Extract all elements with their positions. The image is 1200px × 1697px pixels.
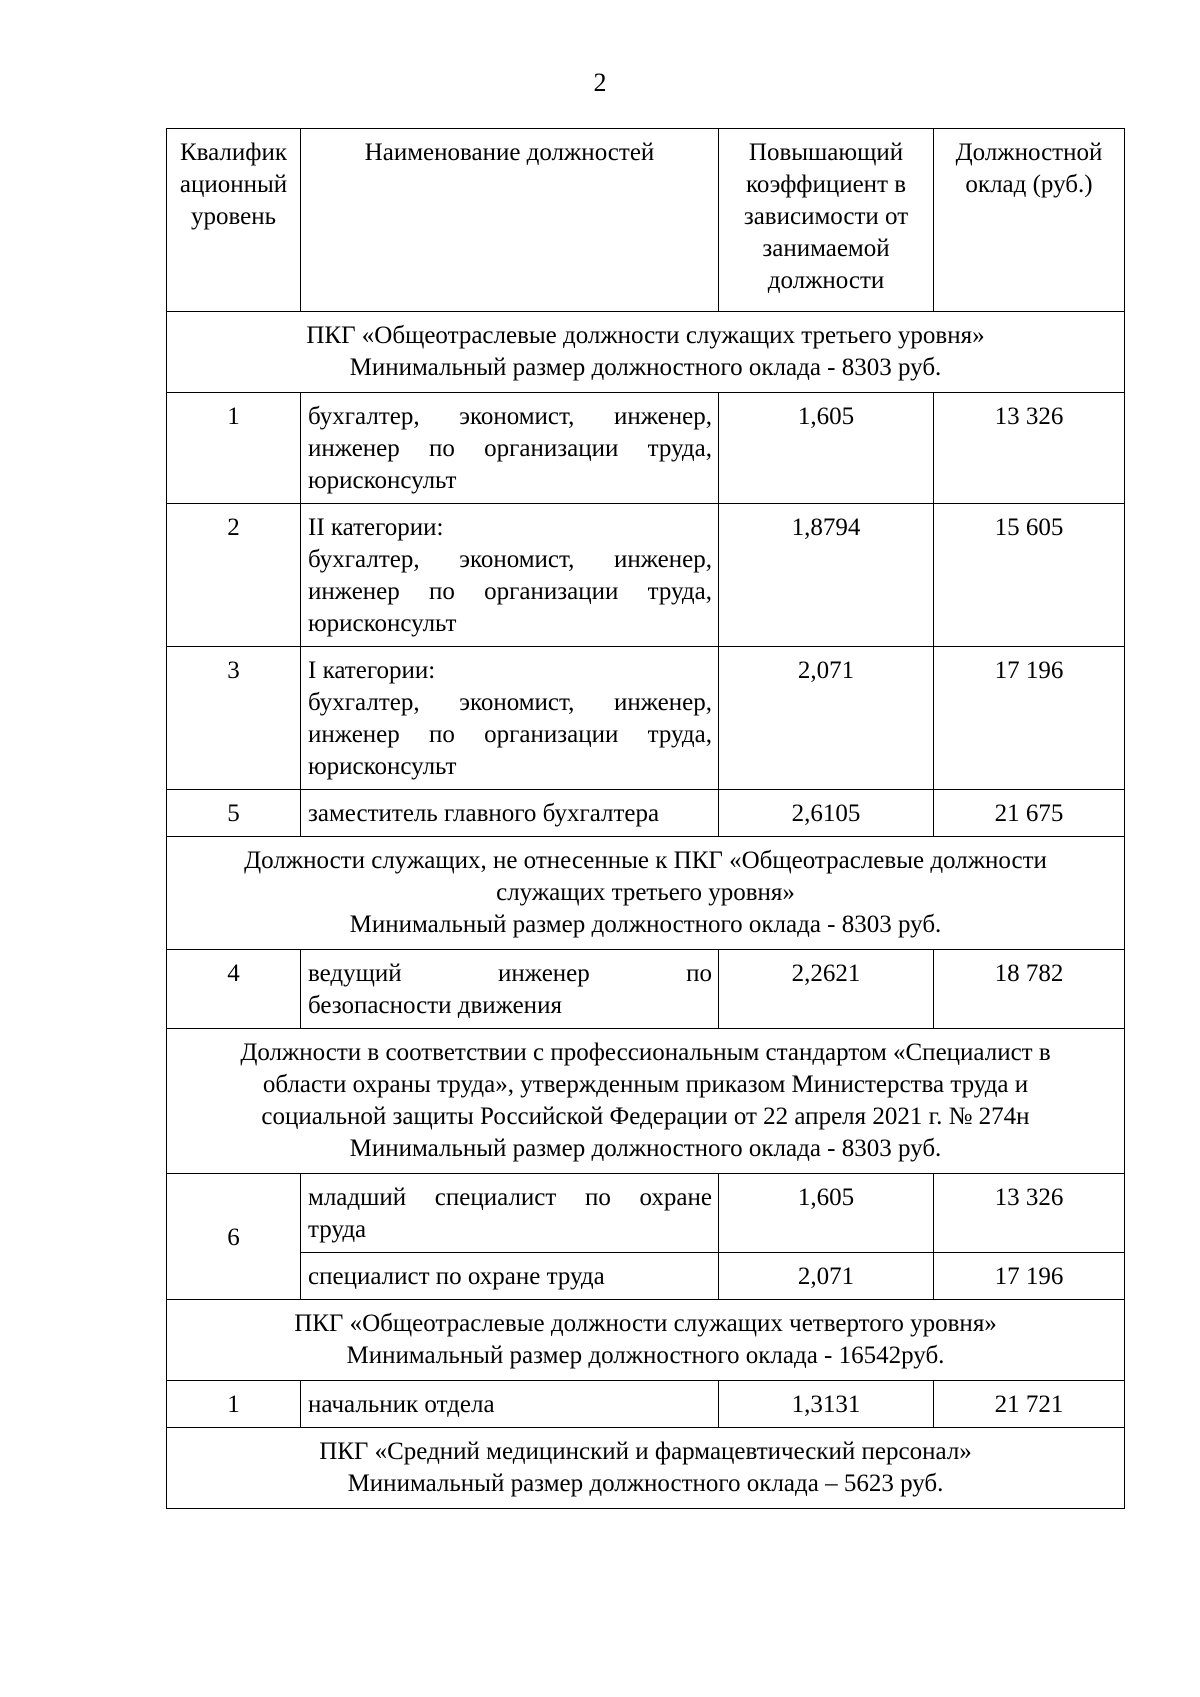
header-row [167,129,1125,312]
section-header-row [167,312,1125,393]
cell-salary: 15 605 [934,504,1125,647]
table-row [167,647,1125,790]
cell-coefficient: 1,605 [719,393,934,504]
cell-position-name: бухгалтер, экономист, инженер, инженер по организации труда, юрисконсульт [301,393,719,504]
section-header-row [167,837,1125,950]
cell-salary: 17 196 [934,1253,1125,1300]
section-title: ПКГ «Общеотраслевые должности служащих третьего уровня» Минимальный размер должностного оклада - 8303 руб. [167,312,1125,393]
page-number: 2 [593,68,607,97]
cell-level: 1 [167,1381,301,1428]
cell-level: 2 [167,504,301,647]
section-header-row [167,1300,1125,1381]
header-coefficient: Повышающий коэффициент в зависимости от занимаемой должности [719,129,934,312]
cell-level: 6 [167,1174,301,1300]
cell-position-name: I категории: бухгалтер, экономист, инженер, инженер по организации труда, юрисконсульт [301,647,719,790]
cell-position-name: заместитель главного бухгалтера [301,790,719,837]
cell-position-name: ведущий инженер по безопасности движения [301,950,719,1029]
header-qualification-level: Квалифик ационный уровень [167,129,301,312]
cell-salary: 17 196 [934,647,1125,790]
cell-coefficient: 1,605 [719,1174,934,1253]
cell-level: 3 [167,647,301,790]
table-row [167,393,1125,504]
cell-coefficient: 1,8794 [719,504,934,647]
section-title: Должности служащих, не отнесенные к ПКГ «Общеотраслевые должности служащих третьего уровня» Минимальный размер должностного оклада - 8303 руб. [167,837,1125,950]
section-title: ПКГ «Средний медицинский и фармацевтический персонал» Минимальный размер должностного оклада – 5623 руб. [167,1428,1125,1509]
cell-level: 5 [167,790,301,837]
cell-coefficient: 2,6105 [719,790,934,837]
table-row [167,504,1125,647]
header-salary: Должностной оклад (руб.) [934,129,1125,312]
section-title: ПКГ «Общеотраслевые должности служащих четвертого уровня» Минимальный размер должностного оклада - 16542руб. [167,1300,1125,1381]
section-header-row [167,1428,1125,1509]
cell-coefficient: 2,071 [719,647,934,790]
cell-salary: 21 721 [934,1381,1125,1428]
cell-coefficient: 2,2621 [719,950,934,1029]
section-title: Должности в соответствии с профессиональным стандартом «Специалист в области охраны труда», утвержденным приказом Министерства труда и социальной защиты Российской Федерации от 22 апреля 2021 г. № 274н Минимальный размер должностного оклада - 8303 руб. [167,1029,1125,1174]
table-row [167,950,1125,1029]
cell-level: 1 [167,393,301,504]
cell-position-name: II категории: бухгалтер, экономист, инженер, инженер по организации труда, юрисконсульт [301,504,719,647]
cell-position-name: специалист по охране труда [301,1253,719,1300]
cell-position-name: младший специалист по охране труда [301,1174,719,1253]
cell-salary: 18 782 [934,950,1125,1029]
cell-coefficient: 2,071 [719,1253,934,1300]
table-row [167,1253,1125,1300]
cell-salary: 13 326 [934,1174,1125,1253]
cell-level: 4 [167,950,301,1029]
header-position-name: Наименование должностей [301,129,719,312]
cell-coefficient: 1,3131 [719,1381,934,1428]
cell-position-name: начальник отдела [301,1381,719,1428]
table-row [167,790,1125,837]
table-row [167,1174,1125,1253]
salary-table [166,128,1125,1509]
cell-salary: 13 326 [934,393,1125,504]
section-header-row [167,1029,1125,1174]
cell-salary: 21 675 [934,790,1125,837]
table-row [167,1381,1125,1428]
